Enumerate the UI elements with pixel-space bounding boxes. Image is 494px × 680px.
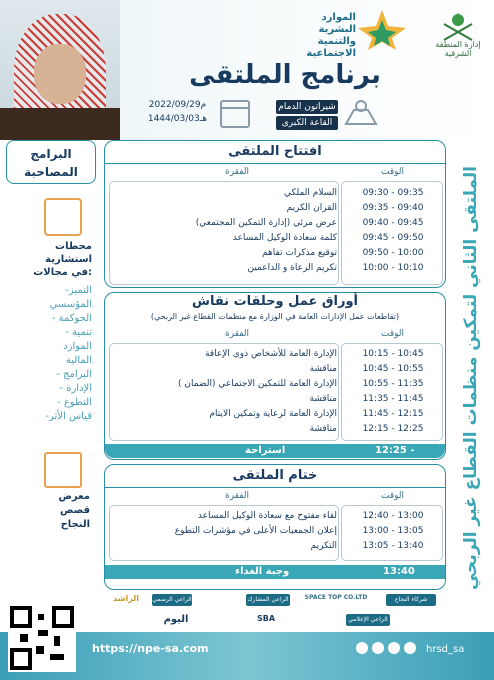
side-title: [6, 140, 96, 184]
papers-item: مناقشة: [309, 394, 337, 404]
map-location-icon: [344, 98, 378, 128]
saudi-emblem-icon: [438, 10, 478, 44]
lunch-bar: [105, 565, 445, 579]
closing-item: التكريم: [310, 541, 337, 551]
social-handle: hrsd_sa: [426, 644, 465, 655]
lunch-time: 13:40: [383, 566, 415, 577]
side-exhibit-line1: معرض: [58, 491, 90, 502]
date-box: [140, 98, 215, 126]
papers-item: مناقشة: [309, 424, 337, 434]
papers-item: الإدارة العامة للتمكين الاجتماعي (الضمان ): [177, 379, 337, 389]
side-exhibit: [10, 490, 90, 532]
papers-time: 10:55 - 11:35: [362, 379, 424, 389]
sponsors-strip: [96, 594, 448, 630]
papers-col-item: الفقرة: [225, 329, 250, 339]
papers-time: 11:35 - 11:45: [362, 394, 424, 404]
papers-item: الإدارة العامة لرعاية وتمكين الايتام: [209, 409, 337, 419]
sponsor-alyaum-logo: اليوم: [163, 614, 189, 625]
bisht: [0, 108, 120, 140]
side-heading-line3: في مجالات:: [33, 267, 92, 278]
papers-subtitle: (تقاطعات عمل الإدارات العامة في الوزارة مع منظمات القطاع غير الربحي): [150, 312, 400, 321]
opening-time: 09:30 - 09:35: [362, 188, 424, 198]
date-gregorian: 2022/09/29م: [148, 100, 207, 110]
closing-time: 13:00 - 13:05: [362, 526, 424, 536]
sponsor-official-tag: الراعي الرسمي: [152, 594, 192, 606]
exhibit-icon: [44, 452, 82, 488]
closing-item: لقاء مفتوح مع سعادة الوكيل المساعد: [197, 511, 337, 521]
facebook-icon[interactable]: [404, 642, 416, 654]
papers-col-time: الوقت: [381, 329, 405, 339]
papers-time: 10:15 - 10:45: [362, 349, 424, 359]
youtube-icon[interactable]: [372, 642, 384, 654]
date-hijri: 1444/03/03هـ: [147, 114, 208, 124]
gov-name: إدارة المنطقة الشرقية: [435, 40, 481, 58]
papers-title: أوراق عمل وحلقات نقاش: [192, 294, 358, 309]
closing-time: 13:05 - 13:40: [362, 541, 424, 551]
side-list: [6, 284, 92, 424]
venue-label: شيراتون الدمام: [276, 100, 338, 114]
sponsor-space-top-logo: SPACE TOP CO.LTD: [304, 594, 368, 601]
side-list-item: المالية: [65, 355, 92, 366]
side-title-line2: المصاحبة: [24, 165, 78, 179]
side-exhibit-line3: النجاح: [60, 519, 90, 530]
side-list-item: - الإدارة: [59, 383, 92, 394]
side-exhibit-line2: قصص: [59, 505, 90, 516]
side-list-item: المؤسسي: [49, 299, 92, 310]
ministry-logo-icon: [352, 6, 412, 52]
opening-item: السلام الملكي: [284, 188, 337, 198]
sponsor-alrashed-logo: الراشد: [113, 594, 139, 603]
opening-item: القران الكريم: [286, 203, 337, 213]
opening-section: [104, 140, 446, 288]
break-bar: [105, 444, 445, 458]
closing-col-item: الفقرة: [225, 491, 250, 501]
sponsor-sba-logo: SBA: [256, 614, 276, 623]
side-list-item: - تنمية: [65, 327, 92, 338]
face: [34, 44, 86, 104]
vertical-title-text: الملتقى الثاني لتمكين منظمات القطاع غير الربحي: [461, 165, 481, 591]
closing-title: ختام الملتقى: [105, 465, 445, 488]
papers-time: 12:15 - 12:25: [362, 424, 424, 434]
twitter-icon[interactable]: [388, 642, 400, 654]
papers-time: 10:45 - 10:55: [362, 364, 424, 374]
papers-section: [104, 292, 446, 460]
opening-title: افتتاح الملتقى: [105, 141, 445, 164]
sponsor-partner-tag: شركاء النجاح: [386, 594, 436, 606]
side-list-item: - التطوع: [57, 397, 92, 408]
closing-time: 12:40 - 13:00: [362, 511, 424, 521]
sponsor-participant-tag: الراعي المشارك: [246, 594, 290, 606]
closing-col-time: الوقت: [381, 491, 405, 501]
break-label: استراحة: [245, 445, 286, 456]
opening-time: 10:00 - 10:10: [362, 263, 424, 273]
lunch-label: وجبة الغداء: [235, 566, 290, 577]
opening-item: كلمة سعادة الوكيل المساعد: [232, 233, 337, 243]
side-list-item: الموارد: [63, 341, 92, 352]
side-title-line1: البرامج: [30, 147, 72, 161]
opening-time: 09:40 - 09:45: [362, 218, 424, 228]
side-list-item: - الحوكمة: [51, 313, 92, 324]
opening-item: عرض مرئي (إدارة التمكين المجتمعي): [195, 218, 337, 228]
ministry-name-line1: الموارد البشرية: [318, 12, 356, 35]
consultation-icon: [44, 198, 82, 236]
side-list-item: -التميز: [65, 285, 92, 296]
opening-col-time: الوقت: [381, 167, 405, 177]
side-list-item: - البرامج: [56, 369, 92, 380]
website-link[interactable]: https://npe-sa.com: [92, 642, 209, 655]
opening-time: 09:35 - 09:40: [362, 203, 424, 213]
side-list-item: -قياس الأثر: [45, 411, 92, 422]
closing-section: [104, 464, 446, 590]
side-heading-line2: استشارية: [45, 254, 92, 265]
closing-item: إعلان الجمعيات الأعلى في مؤشرات التطوع: [174, 526, 337, 536]
snapchat-icon[interactable]: [356, 642, 368, 654]
hall-label: القاعة الكبرى: [276, 116, 338, 130]
sponsor-media-tag: الراعي الإعلامي: [346, 614, 390, 626]
break-time: 12:25 -: [375, 445, 415, 456]
vertical-title: [450, 148, 486, 608]
portrait-photo: [0, 0, 120, 140]
papers-item: الإدارة العامة للأشخاص ذوي الإعاقة: [205, 349, 337, 359]
opening-col-item: الفقرة: [225, 167, 250, 177]
side-heading: [6, 240, 92, 279]
ministry-name-line2: والتنمية الاجتماعية: [306, 36, 356, 59]
ministry-name: [296, 12, 356, 60]
calendar-icon: [220, 100, 250, 128]
papers-time: 11:45 - 12:15: [362, 409, 424, 419]
side-heading-line1: محطات: [55, 241, 92, 252]
qr-code-icon: [8, 604, 76, 672]
opening-item: تكريم الرعاة و الداعمين: [247, 263, 337, 273]
page-title: برنامج الملتقى: [189, 60, 381, 90]
opening-time: 09:45 - 09:50: [362, 233, 424, 243]
opening-time: 09:50 - 10:00: [362, 248, 424, 258]
opening-item: توقيع مذكرات تفاهم: [262, 248, 337, 258]
papers-item: مناقشة: [309, 364, 337, 374]
